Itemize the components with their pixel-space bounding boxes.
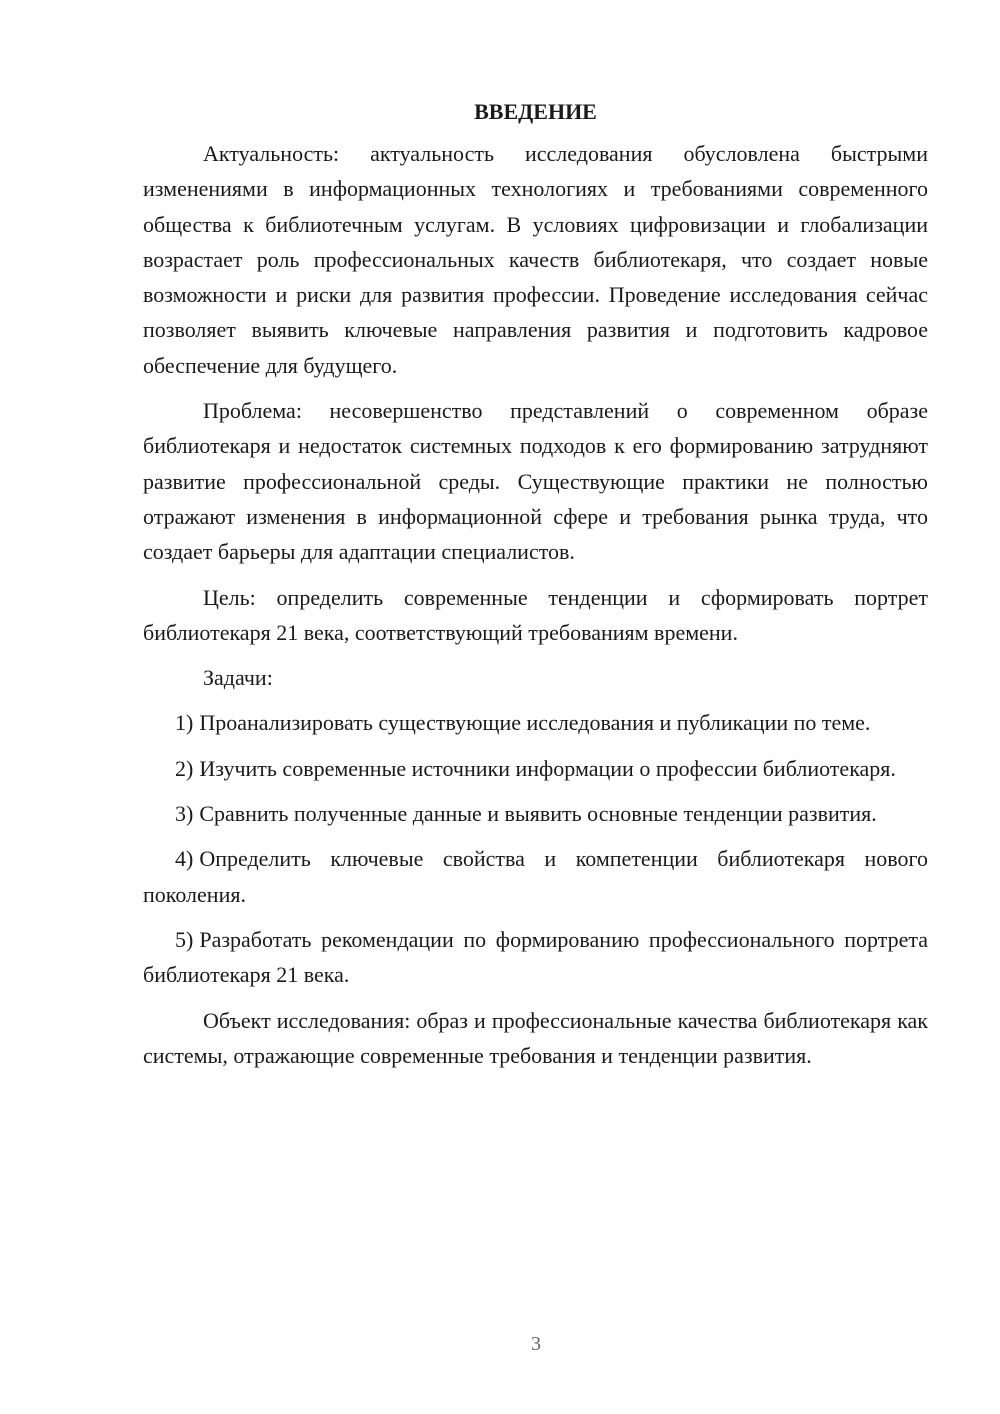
page-content bbox=[143, 94, 928, 1083]
task-item bbox=[143, 751, 928, 786]
task-text: Определить ключевые свойства и компетенции библиотекаря нового поколения. bbox=[143, 846, 928, 907]
section-heading: ВВЕДЕНИЕ bbox=[474, 99, 597, 124]
tasks-label: Задачи: bbox=[203, 665, 273, 691]
goal-paragraph: Цель: определить современные тенденции и сформировать портрет библиотекаря 21 века, соответствующий требованиям времени. bbox=[143, 584, 928, 645]
problem-paragraph: Проблема: несовершенство представлений о современном образе библиотекаря и недостаток системных подходов к его формированию затрудняют развитие профессиональной среды. Существующие практики не полностью отражают изменения в информационной сфере и требования рынка труда, что создает барьеры для адаптации специалистов. bbox=[143, 398, 928, 565]
page-number: 3 bbox=[531, 1333, 541, 1355]
object-paragraph: Объект исследования: образ и профессиональные качества библиотекаря как системы, отражающие современные требования и тенденции развития. bbox=[143, 1007, 928, 1068]
task-item bbox=[143, 705, 928, 740]
task-number: 3) bbox=[175, 801, 194, 827]
task-item bbox=[143, 796, 928, 831]
task-number: 5) bbox=[175, 926, 194, 952]
task-number: 4) bbox=[175, 846, 194, 872]
task-item bbox=[143, 841, 928, 912]
task-number: 2) bbox=[175, 755, 194, 781]
relevance-paragraph: Актуальность: актуальность исследования обусловлена быстрыми изменениями в информационных технологиях и требованиями современного общества к библиотечным услугам. В условиях цифровизации и глобализации возрастает роль профессиональных качеств библиотекаря, что создает новые возможности и риски для развития профессии. Проведение исследования сейчас позволяет выявить ключевые направления развития и подготовить кадровое обеспечение для будущего. bbox=[143, 141, 928, 378]
task-text: Изучить современные источники информации о профессии библиотекаря. bbox=[199, 755, 896, 781]
task-text: Сравнить полученные данные и выявить основные тенденции развития. bbox=[199, 801, 877, 827]
task-text: Проанализировать существующие исследования и публикации по теме. bbox=[199, 710, 871, 736]
task-item bbox=[143, 922, 928, 993]
task-text: Разработать рекомендации по формированию профессионального портрета библиотекаря 21 века. bbox=[143, 926, 928, 988]
task-number: 1) bbox=[175, 710, 194, 736]
